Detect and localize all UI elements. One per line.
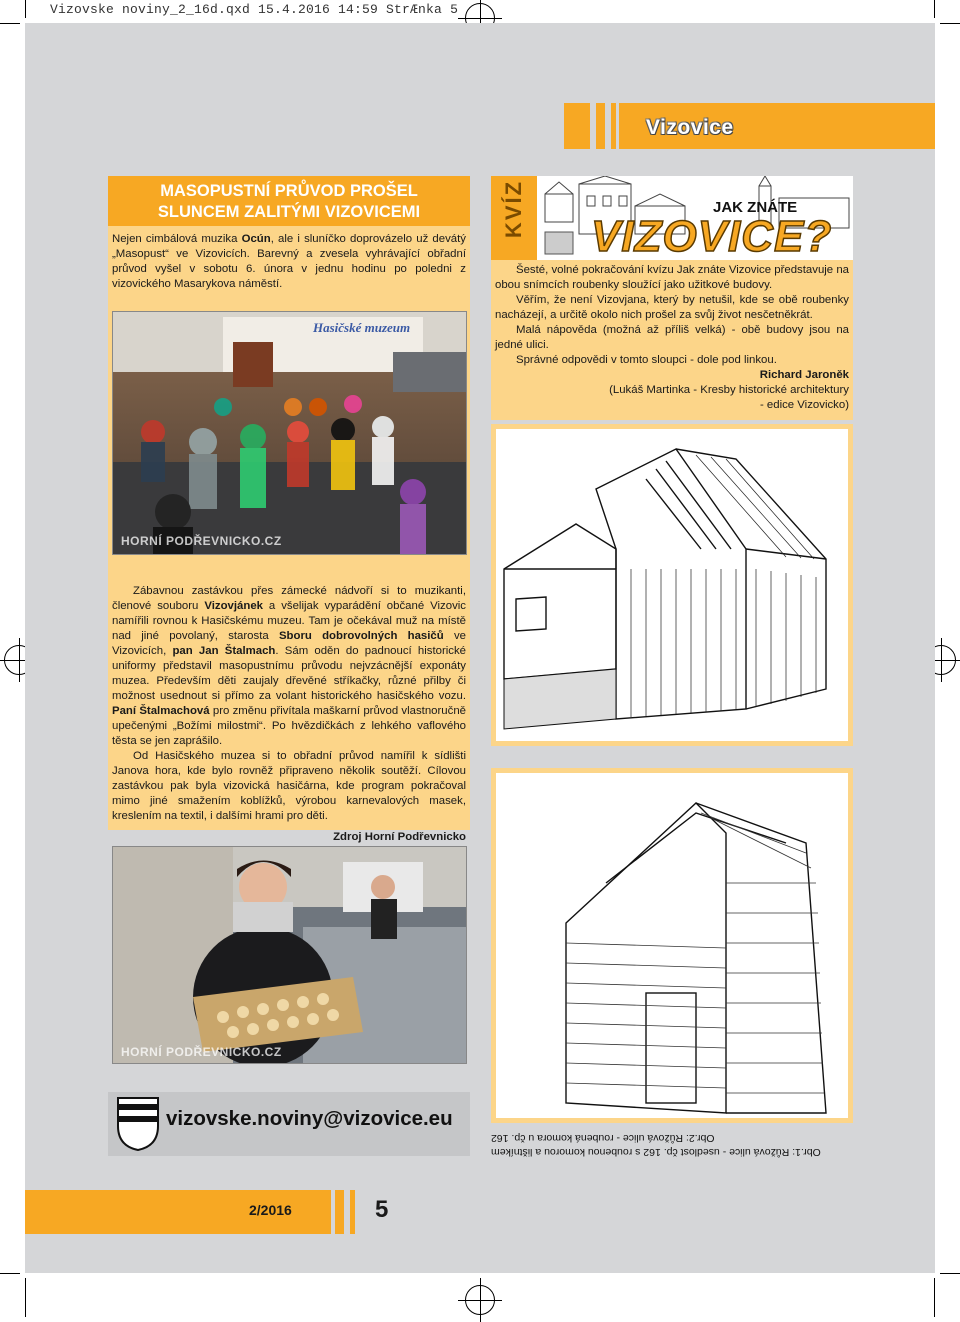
crop-mark <box>940 23 960 24</box>
issue-number: 2/2016 <box>249 1202 292 1218</box>
photo-watermark: HORNÍ PODŘEVNICKO.CZ <box>121 534 282 548</box>
page-number: 5 <box>375 1196 389 1223</box>
town-crest-icon <box>116 1096 160 1152</box>
contact-email[interactable]: vizovske.noviny@vizovice.eu <box>166 1107 453 1130</box>
drawing-1-barn <box>491 424 853 746</box>
article-intro: Nejen cimbálová muzika Ocún, ale i sluníčko doprovázelo už devátý „Masopust“ ve Vizovicích. Barevný a zvesela vyhrávající obřadní průvod vyšel v sobotu 6. února v jednu hodinu po poledni z vizovického Masarykova náměstí. <box>112 233 466 290</box>
photo-woman-with-pastries <box>112 846 467 1064</box>
quiz-credit-2: - edice Vizovicko) <box>759 399 849 411</box>
quiz-title-small: JAK ZNÁTE <box>713 199 798 216</box>
registration-mark <box>465 1285 495 1315</box>
photo-masopust-procession <box>112 311 467 555</box>
crop-mark <box>25 1278 26 1317</box>
article-headline: MASOPUSTNÍ PRŮVOD PROŠEL SLUNCEM ZALITÝMI VIZOVICEMI <box>157 182 421 221</box>
quiz-intro: Šesté, volné pokračování kvízu Jak znáte Vizovice představuje na obou snímcích roubenky sloužící jako užitkové budovy. Věřím, že není Vizovjana, který by netušil, kde se obě roubenky nacházejí, a určitě okolo nich prošel za svůj život nesčetněkrát. Malá nápověda (možná až příliš velká) - obě budovy jsou na jedné ulici. Správné odpovědi v tomto sloupci - dole pod linkou. Richard Jaroněk (Lukáš Martinka - Kresby historické architektury - edice Vizovicko) <box>495 264 849 411</box>
crop-mark <box>0 23 20 24</box>
crop-mark <box>0 1273 20 1274</box>
header-brand-title: Vizovice <box>646 116 734 139</box>
quiz-answer-1: Obr.1: Růžová ulice - usedlost čp. 162 s roubenou komorou a lištníkem <box>491 1146 821 1158</box>
quiz-header <box>491 176 853 260</box>
article-body: Zábavnou zastávkou přes zámecké nádvoří si to muzikanti, členové souboru Vizovjánek a všelijak vyparádění občané Vizovic namířili rovnou k Hasičskému muzeu. Tam je očekával muž na místě nad jiné povolaný, starosta Sboru dobrovolných hasičů ve Vizovicích, pan Jan Štalmach. Sám oděn do padnoucí historické uniformy představil masopustnímu průvodu nejvzácnější exponáty muzea. Především děti zaujaly dřevěné stříkačky, různé přilby či možnost usednout si přímo za volant historického hasičského vozu. Paní Štalmachová pro změnu přivítala maškarní průvod vlastnoručně upečenými „Božími milostmi“. Po hvězdičkách z lehkého vaflového těsta se jen zaprášilo. Od Hasičského muzea si to obřadní průvod namířil k sídlišti Janova hora, kde bylo rovněž připraveno několik soutěží. Cílovou zastávkou pak byla vizovická hasičárna, kde program pokračoval mimo jiné smažením koblížků, výrobou karnevalových masek, kreslením na textil, i dalšími hrami pro děti. Zdroj Horní Podřevnicko <box>112 585 467 843</box>
print-slug: Vizovske noviny_2_16d.qxd 15.4.2016 14:59 StrÆnka 5 <box>50 2 459 17</box>
quiz-side-label: KVÍZ <box>501 179 526 239</box>
article-source: Zdroj Horní Podřevnicko <box>333 831 466 843</box>
quiz-author: Richard Jaroněk <box>759 369 849 381</box>
photo-watermark: HORNÍ PODŘEVNICKO.CZ <box>121 1045 282 1059</box>
quiz-credit-1: (Lukáš Martinka - Kresby historické architektury <box>609 384 849 396</box>
crop-mark <box>25 0 26 18</box>
quiz-answers-upside-down <box>491 1131 853 1159</box>
footer-stripes <box>335 1190 355 1234</box>
museum-sign: Hasičské muzeum <box>313 320 411 335</box>
drawing-2-log-cabin <box>491 768 853 1123</box>
quiz-title-big: VIZOVICE? <box>591 212 833 260</box>
crop-mark <box>940 1273 960 1274</box>
crop-mark <box>934 0 935 18</box>
header-stripes <box>564 103 616 149</box>
crop-mark <box>934 1278 935 1317</box>
quiz-answer-2: Obr.2: Růžová ulice - roubená komora u čp. 162 <box>491 1132 715 1144</box>
